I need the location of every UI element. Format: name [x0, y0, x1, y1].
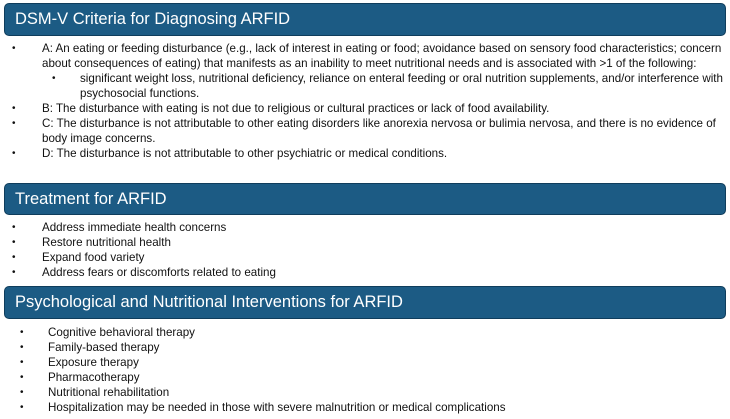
dsm-criteria-list	[0, 41, 726, 161]
bullet: •	[12, 118, 16, 129]
list-item: • Expand food variety	[12, 251, 145, 264]
bullet: •	[20, 372, 24, 383]
bullet: •	[12, 148, 16, 159]
list-item: • Nutritional rehabilitation	[20, 386, 170, 399]
treatment-list	[0, 220, 726, 280]
interventions-list	[0, 325, 726, 415]
bullet: •	[20, 402, 24, 413]
list-item: • Restore nutritional health	[12, 236, 171, 249]
bullet: •	[12, 43, 16, 54]
bullet: •	[20, 387, 24, 398]
bullet: •	[12, 252, 16, 263]
bullet: •	[20, 327, 24, 338]
list-item: • C: The disturbance is not attributable to other eating disorders like anorexia nervosa or bulimia nervosa, and there is no evidence of body image concerns.	[12, 117, 716, 145]
bullet: •	[20, 342, 24, 353]
bullet: •	[12, 222, 16, 233]
section-header-treatment	[4, 183, 726, 215]
list-item: • Cognitive behavioral therapy	[20, 326, 195, 339]
list-item: • Address immediate health concerns	[12, 221, 227, 234]
list-item: • Address fears or discomforts related to eating	[12, 266, 276, 279]
bullet: •	[20, 357, 24, 368]
bullet: •	[12, 237, 16, 248]
list-item: • Family-based therapy	[20, 341, 160, 354]
list-item: • Pharmacotherapy	[20, 371, 140, 384]
section-title: DSM-V Criteria for Diagnosing ARFID	[15, 10, 291, 29]
list-item: • Exposure therapy	[20, 356, 139, 369]
bullet: •	[12, 103, 16, 114]
section-header-interventions	[4, 286, 726, 319]
list-item: • B: The disturbance with eating is not due to religious or cultural practices or lack of food availability.	[12, 102, 550, 115]
bullet: •	[52, 73, 56, 84]
list-item: • A: An eating or feeding disturbance (e.g., lack of interest in eating or food; avoidance based on sensory food characteristics; concern about consequences of eating) that manifests as an inability to meet nutritional needs and is associated with >1 of the following:	[12, 42, 722, 70]
list-item: • D: The disturbance is not attributable to other psychiatric or medical conditions.	[12, 147, 448, 160]
section-header-dsm-criteria	[4, 3, 726, 36]
list-item: • Hospitalization may be needed in those with severe malnutrition or medical complications	[20, 401, 506, 414]
section-title: Treatment for ARFID	[15, 189, 167, 208]
bullet: •	[12, 267, 16, 278]
section-title: Psychological and Nutritional Interventions for ARFID	[15, 293, 403, 312]
sub-list-item: • significant weight loss, nutritional deficiency, reliance on enteral feeding or oral nutrition supplements, and/or interference with psychosocial functions.	[52, 72, 723, 100]
